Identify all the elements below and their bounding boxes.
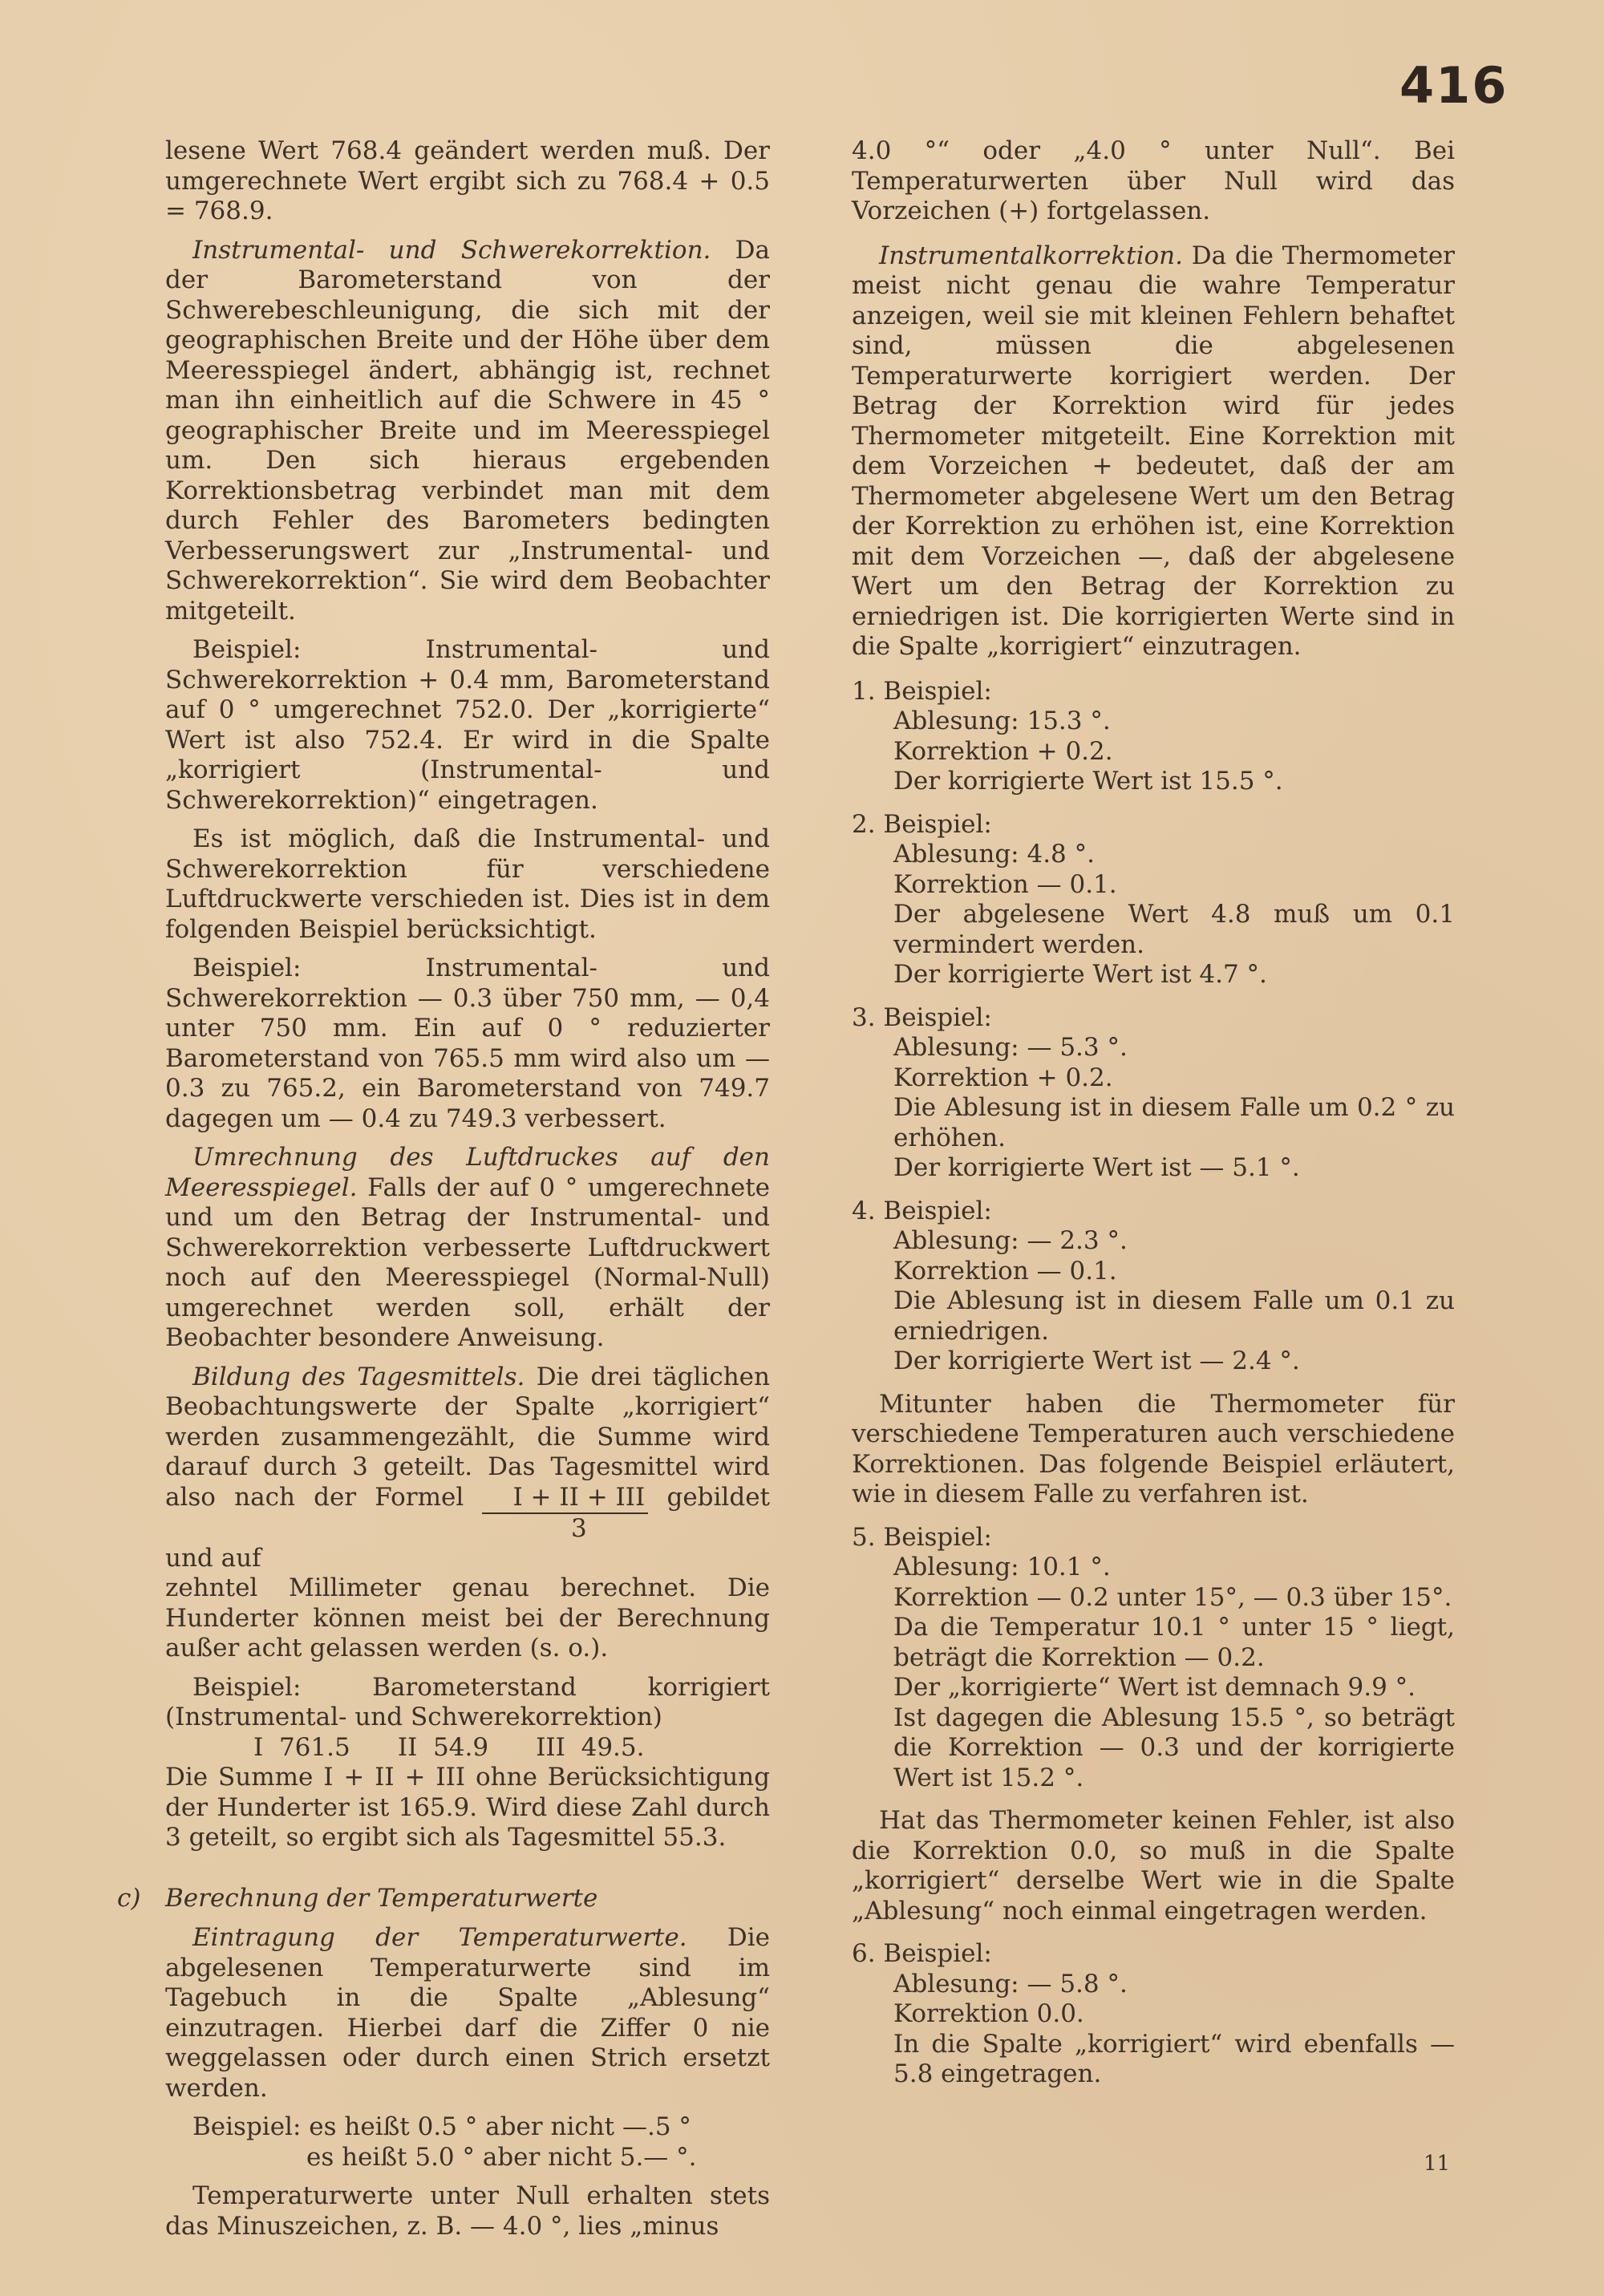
- paragraph-heading: Instrumentalkorrektion.: [879, 241, 1183, 270]
- paragraph-body: Da die Thermometer meist nicht genau die wahre Temperatur anzeigen, weil sie mit kleinen Fehlern behaftet sind, müssen die abgelesenen Temperaturwerte korrigiert werden. Der Betrag der Korrektion wird für jedes Thermometer mitgeteilt. Eine Korrektion mit dem Vorzeichen + bedeutet, daß der am Thermometer abgelesene Wert um den Betrag der Korrektion zu erhöhen ist, eine Korrektion mit dem Vorzeichen —, daß der abgelesene Wert um den Betrag der Korrektion zu erniedrigen ist. Die korrigierten Werte sind in die Spalte „korrigiert“ einzutragen.: [852, 241, 1455, 661]
- example-block: [852, 810, 1455, 990]
- paragraph: [165, 1143, 770, 1354]
- example-line: Beispiel: es heißt 0.5 ° aber nicht —.5 °: [192, 2112, 691, 2141]
- section-heading: [117, 1884, 770, 1914]
- formula: [482, 1483, 648, 1544]
- example-line: Die Ablesung ist in diesem Falle um 0.1 zu erniedrigen.: [893, 1286, 1455, 1346]
- footer-page-number: 11: [1424, 2152, 1451, 2176]
- example-line: Ablesung: — 5.8 °.: [893, 1969, 1128, 1998]
- example-values: I 761.5 II 54.9 III 49.5.: [253, 1732, 645, 1762]
- example-line: Der korrigierte Wert ist 4.7 °.: [893, 960, 1267, 989]
- example-line: Korrektion 0.0.: [893, 1999, 1084, 2028]
- example-block: [852, 1939, 1455, 2090]
- example-label: 4. Beispiel:: [852, 1196, 992, 1225]
- paragraph: [165, 1363, 770, 1574]
- paragraph: Beispiel: Instrumental- und Schwerekorrektion — 0.3 über 750 mm, — 0,4 unter 750 mm. Ein auf 0 ° reduzierter Barometerstand von 765.5 mm wird also um — 0.3 zu 765.2, ein Barometerstand von 749.7 dagegen um — 0.4 zu 749.3 verbessert.: [165, 954, 770, 1133]
- paragraph: Die Summe I + II + III ohne Berücksichtigung der Hunderter ist 165.9. Wird diese Zahl durch 3 geteilt, so ergibt sich als Tagesmittel 55.3.: [165, 1763, 770, 1852]
- paragraph-heading: Umrechnung des Luftdruckes auf den Meeresspiegel.: [165, 1143, 770, 1202]
- paragraph-body: gebildet und auf: [165, 1482, 770, 1573]
- paragraph: [165, 236, 770, 627]
- paragraph-heading: Bildung des Tagesmittels.: [192, 1362, 525, 1391]
- paragraph-heading: Eintragung der Temperaturwerte.: [192, 1923, 687, 1952]
- example-block: [852, 1003, 1455, 1184]
- example-line: Ablesung: 4.8 °.: [893, 840, 1095, 869]
- section-title: Berechnung der Temperaturwerte: [165, 1883, 598, 1913]
- paragraph: [165, 1923, 770, 2104]
- example-block: [852, 1523, 1455, 1794]
- example-line: Ablesung: 15.3 °.: [893, 707, 1111, 735]
- example-label: 3. Beispiel:: [852, 1002, 992, 1032]
- paragraph-body: Die drei täglichen Beobachtungswerte der Spalte „korrigiert“ werden zusammengezählt, die Summe wird darauf durch 3 geteilt. Das Tagesmittel wird also nach der Formel: [165, 1362, 770, 1512]
- example-line: Ablesung: — 2.3 °.: [893, 1226, 1128, 1255]
- paragraph: Hat das Thermometer keinen Fehler, ist also die Korrektion 0.0, so muß in die Spalte „korrigiert“ derselbe Wert wie in die Spalte „Ablesung“ noch einmal eingetragen werden.: [852, 1806, 1455, 1925]
- example-line: Korrektion + 0.2.: [893, 736, 1113, 766]
- paragraph-heading: Instrumental- und Schwerekorrektion.: [192, 235, 711, 265]
- page-number: 416: [1399, 56, 1509, 115]
- example-line: Korrektion + 0.2.: [893, 1063, 1113, 1092]
- example-label: 1. Beispiel:: [852, 676, 992, 706]
- example-line: Der korrigierte Wert ist 15.5 °.: [893, 767, 1283, 796]
- formula-numerator: I + II + III: [482, 1483, 648, 1514]
- paragraph: [852, 241, 1455, 662]
- example-line: Korrektion — 0.1.: [893, 1256, 1117, 1286]
- paragraph: Beispiel: Instrumental- und Schwerekorrektion + 0.4 mm, Barometerstand auf 0 ° umgerechnet 752.0. Der „korrigierte“ Wert ist also 752.4. Er wird in die Spalte „korrigiert (Instrumental- und Schwerekorrektion)“ eingetragen.: [165, 635, 770, 815]
- left-column: [117, 136, 770, 2250]
- example-line: Da die Temperatur 10.1 ° unter 15 ° liegt, beträgt die Korrektion — 0.2.: [893, 1613, 1455, 1672]
- example-block: [852, 1197, 1455, 1377]
- paragraph-body: Da der Barometerstand von der Schwerebeschleunigung, die sich mit der geographischen Breite und der Höhe über dem Meeresspiegel ändert, abhängig ist, rechnet man ihn einheitlich auf die Schwere in 45 ° geographischer Breite und im Meeresspiegel um. Den sich hieraus ergebenden Korrektionsbetrag verbindet man mit dem durch Fehler des Barometers bedingten Verbesserungswert zur „Instrumental- und Schwerekorrektion“. Sie wird dem Beobachter mitgeteilt.: [165, 235, 770, 626]
- example-line: Ablesung: 10.1 °.: [893, 1553, 1111, 1581]
- paragraph: zehntel Millimeter genau berechnet. Die Hunderter können meist bei der Berechnung außer acht gelassen werden (s. o.).: [165, 1573, 770, 1662]
- right-column: [852, 136, 1455, 2103]
- example-line: Der korrigierte Wert ist — 5.1 °.: [893, 1153, 1300, 1182]
- example-line: Der korrigierte Wert ist — 2.4 °.: [893, 1346, 1300, 1375]
- paragraph: 4.0 °“ oder „4.0 ° unter Null“. Bei Temperaturwerten über Null wird das Vorzeichen (+) fortgelassen.: [852, 136, 1455, 225]
- example-label: 2. Beispiel:: [852, 809, 992, 839]
- paragraph: Es ist möglich, daß die Instrumental- und Schwerekorrektion für verschiedene Luftdruckwerte verschieden ist. Dies ist in dem folgenden Beispiel berücksichtigt.: [165, 824, 770, 944]
- example-line: Korrektion — 0.1.: [893, 869, 1117, 899]
- example-line: Ablesung: — 5.3 °.: [893, 1033, 1128, 1062]
- example-line: Die Ablesung ist in diesem Falle um 0.2 ° zu erhöhen.: [893, 1093, 1455, 1152]
- paragraph: Temperaturwerte unter Null erhalten stets das Minuszeichen, z. B. — 4.0 °, lies „minus: [165, 2181, 770, 2241]
- example-block: [852, 677, 1455, 797]
- paragraph-body: Die abgelesenen Temperaturwerte sind im Tagebuch in die Spalte „Ablesung“ einzutragen. Hierbei darf die Ziffer 0 nie weggelassen oder durch einen Strich ersetzt werden.: [165, 1923, 770, 2103]
- example-line: In die Spalte „korrigiert“ wird ebenfalls — 5.8 eingetragen.: [893, 2029, 1455, 2088]
- example-line: Der „korrigierte“ Wert ist demnach 9.9 °.: [893, 1673, 1416, 1702]
- example-line: Ist dagegen die Ablesung 15.5 °, so beträgt die Korrektion — 0.3 und der korrigierte Wert ist 15.2 °.: [893, 1703, 1455, 1792]
- example-label: 6. Beispiel:: [852, 1939, 992, 1968]
- paragraph: Mitunter haben die Thermometer für verschiedene Temperaturen auch verschiedene Korrektionen. Das folgende Beispiel erläutert, wie in diesem Falle zu verfahren ist.: [852, 1389, 1455, 1508]
- example-line: es heißt 5.0 ° aber nicht 5.— °.: [306, 2142, 697, 2172]
- example-label: 5. Beispiel:: [852, 1522, 992, 1552]
- paragraph: lesene Wert 768.4 geändert werden muß. Der umgerechnete Wert ergibt sich zu 768.4 + 0.5 = 768.9.: [165, 136, 770, 225]
- paragraph-body: Falls der auf 0 ° umgerechnete und um den Betrag der Instrumental- und Schwerekorrektion verbesserte Luftdruckwert noch auf den Meeresspiegel (Normal-Null) umgerechnet werden soll, erhält der Beobachter besondere Anweisung.: [165, 1172, 770, 1352]
- paragraph: Beispiel: Barometerstand korrigiert (Instrumental- und Schwerekorrektion): [165, 1672, 770, 1731]
- formula-denominator: 3: [571, 1513, 587, 1543]
- example-line: Der abgelesene Wert 4.8 muß um 0.1 vermindert werden.: [893, 900, 1455, 959]
- section-letter: c): [117, 1883, 141, 1913]
- example-line: Korrektion — 0.2 unter 15°, — 0.3 über 15°.: [893, 1582, 1452, 1612]
